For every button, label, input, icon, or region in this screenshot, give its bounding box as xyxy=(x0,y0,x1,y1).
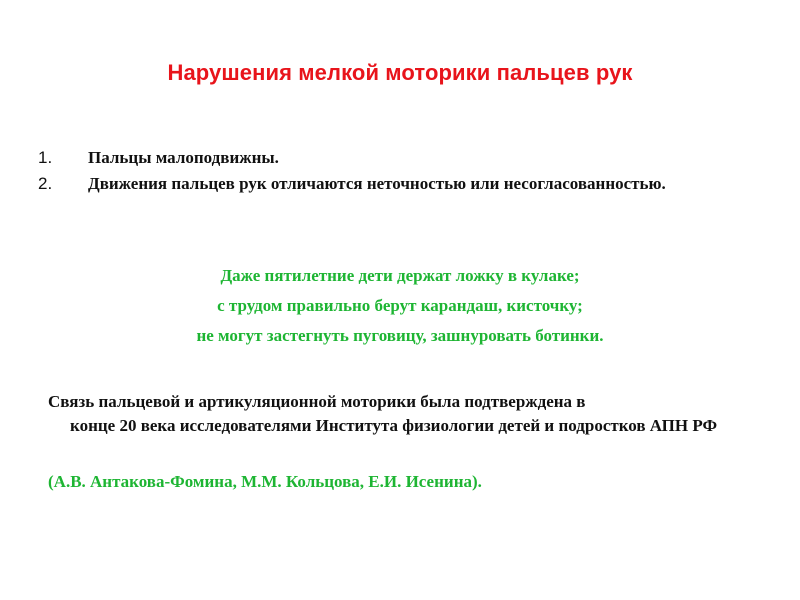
list-item xyxy=(38,172,738,196)
slide-title: Нарушения мелкой моторики пальцев рук xyxy=(167,60,633,85)
symptom-list xyxy=(38,146,738,198)
list-number: 1. xyxy=(38,148,53,167)
conclusion-continuation: конце 20 века исследователями Института физиологии детей и подростков АПН РФ xyxy=(70,416,718,435)
examples-block xyxy=(0,261,800,351)
list-item-text: Пальцы малоподвижны. xyxy=(88,148,279,167)
example-line: не могут застегнуть пуговицу, зашнуровать ботинки. xyxy=(196,326,604,345)
list-item-text: Движения пальцев рук отличаются неточностью или несогласованностью. xyxy=(88,174,666,193)
list-item xyxy=(38,146,738,170)
list-number: 2. xyxy=(38,174,53,193)
conclusion-paragraph xyxy=(48,390,760,438)
authors-citation: (А.В. Антакова-Фомина, М.М. Кольцова, Е.И. Исенина). xyxy=(48,472,482,491)
example-line: с трудом правильно берут карандаш, кисточку; xyxy=(217,296,583,315)
example-line: Даже пятилетние дети держат ложку в кулаке; xyxy=(220,266,580,285)
conclusion-first-line: Связь пальцевой и артикуляционной моторики была подтверждена в xyxy=(48,392,586,411)
